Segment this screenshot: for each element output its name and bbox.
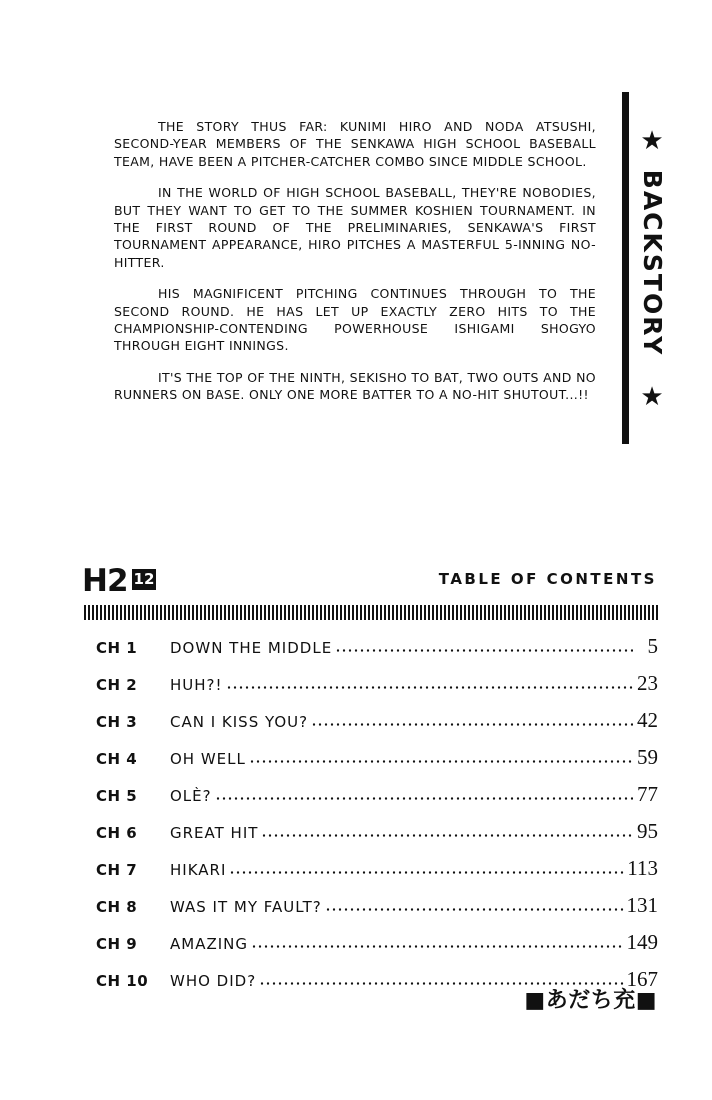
table-of-contents [96,628,658,998]
chapter-number: CH 10 [96,972,149,990]
dot-leader [215,797,633,800]
dot-leader [311,723,633,726]
decorative-stripe [84,605,658,620]
chapter-number: CH 4 [96,750,138,768]
page-number: 42 [637,708,658,732]
chapter-title: GREAT HIT [170,824,259,842]
dot-leader [335,649,633,652]
dot-leader [325,908,624,911]
chapter-title: WHO DID? [170,972,257,990]
page-number: 131 [626,893,658,917]
series-logo [82,563,156,599]
chapter-number: CH 3 [96,713,138,731]
page-number: 23 [637,671,658,695]
toc-row [96,665,658,702]
dot-leader [261,834,633,837]
chapter-title: OH WELL [170,750,246,768]
chapter-title: HUH?! [170,676,223,694]
toc-row [96,628,658,665]
volume-badge: 12 [133,570,155,588]
backstory-heading: BACKSTORY [638,169,667,357]
chapter-title: HIKARI [170,861,227,879]
backstory-paragraph: HIS MAGNIFICENT PITCHING CONTINUES THROUGH TO THE SECOND ROUND. HE HAS LET UP EXACTLY ZERO HITS TO THE CHAMPIONSHIP-CONTENDING POWERHOUSE ISHIGAMI SHOGYO THROUGH EIGHT INNINGS. [114,286,596,354]
chapter-number: CH 2 [96,676,138,694]
backstory-paragraph: IT'S THE TOP OF THE NINTH, SEKISHO TO BAT, TWO OUTS AND NO RUNNERS ON BASE. ONLY ONE MORE BATTER TO A NO-HIT SHUTOUT...!! [114,369,596,403]
backstory-divider [622,92,629,444]
chapter-title: DOWN THE MIDDLE [170,639,333,657]
chapter-title: OLÈ? [170,787,212,805]
logo-text: H2 [82,563,128,599]
dot-leader [251,945,623,948]
toc-row [96,776,658,813]
backstory-paragraph: THE STORY THUS FAR: KUNIMI HIRO AND NODA ATSUSHI, SECOND-YEAR MEMBERS OF THE SENKAWA HIGH SCHOOL BASEBALL TEAM, HAVE BEEN A PITCHER-CATCHER COMBO SINCE MIDDLE SCHOOL. [114,119,596,169]
page-number: 149 [626,930,658,954]
toc-row [96,702,658,739]
page-number: 113 [627,856,658,880]
dot-leader [226,686,633,689]
page-number: 77 [637,782,658,806]
author-name: ■あだち充■ [524,988,657,1013]
backstory-paragraph: IN THE WORLD OF HIGH SCHOOL BASEBALL, THEY'RE NOBODIES, BUT THEY WANT TO GET TO THE SUMMER KOSHIEN TOURNAMENT. IN THE FIRST ROUND OF THE PRELIMINARIES, SENKAWA'S FIRST TOURNAMENT APPEARANCE, HIRO PITCHES A MASTERFUL 5-INNING NO-HITTER. [114,185,596,270]
chapter-number: CH 9 [96,935,138,953]
page-number: 167 [626,967,658,991]
dot-leader [249,760,633,763]
page-number: 5 [647,634,658,658]
star-icon: ★ [640,382,664,412]
page-number: 59 [637,745,658,769]
chapter-title: AMAZING [170,935,249,953]
chapter-number: CH 7 [96,861,138,879]
chapter-number: CH 1 [96,639,138,657]
backstory-text [114,118,596,404]
chapter-title: CAN I KISS YOU? [170,713,309,731]
backstory-label [634,128,670,410]
chapter-number: CH 8 [96,898,138,916]
toc-row [96,850,658,887]
star-icon: ★ [640,126,664,156]
dot-leader [229,871,624,874]
page-number: 95 [637,819,658,843]
toc-heading: TABLE OF CONTENTS [438,570,657,588]
toc-row [96,813,658,850]
chapter-title: WAS IT MY FAULT? [170,898,322,916]
chapter-number: CH 5 [96,787,138,805]
toc-row [96,887,658,924]
toc-row [96,739,658,776]
toc-row [96,924,658,961]
chapter-number: CH 6 [96,824,138,842]
